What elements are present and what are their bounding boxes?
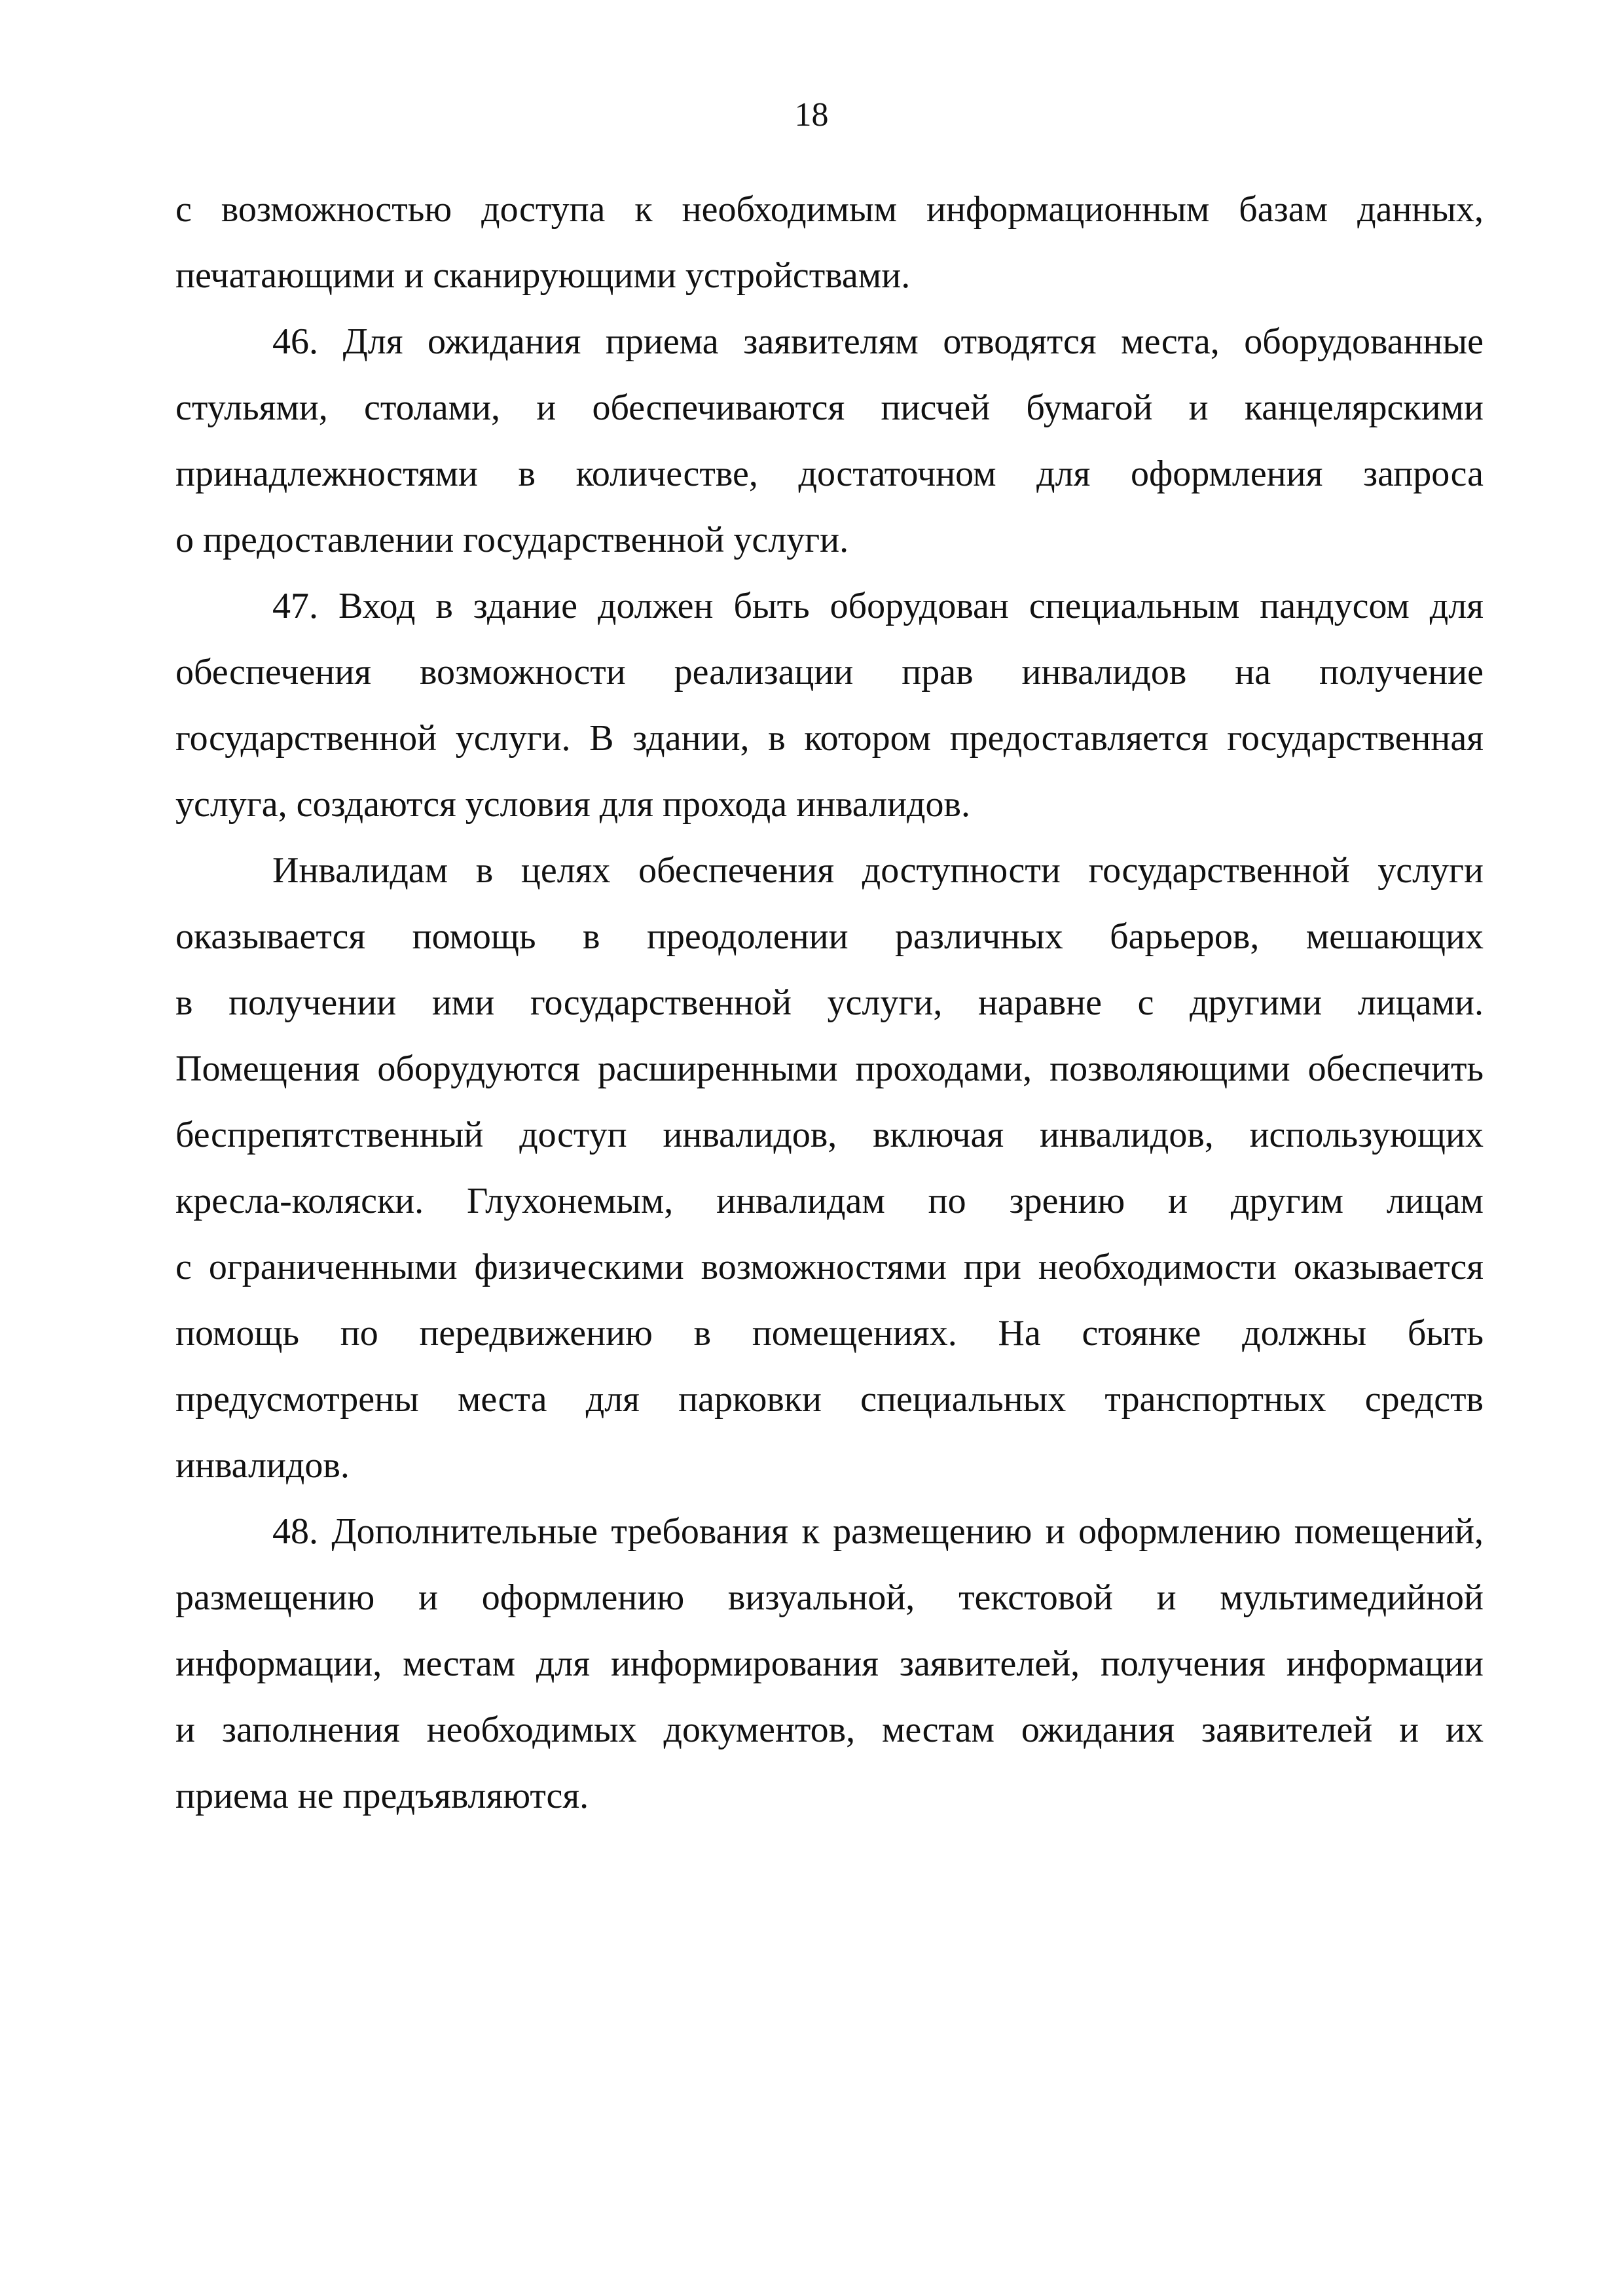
text-line: услуга, создаются условия для прохода инвалидов.	[175, 784, 970, 825]
text-line: информации, местам для информирования заявителей, получения информации	[175, 1643, 1484, 1684]
text-line: с возможностью доступа к необходимым информационным базам данных,	[175, 189, 1484, 230]
text-line: помощь по передвижению в помещениях. На стоянке должны быть	[175, 1313, 1484, 1354]
text-line: Помещения оборудуются расширенными проходами, позволяющими обеспечить	[175, 1049, 1484, 1089]
document-body	[175, 177, 1484, 1829]
text-line: приема не предъявляются.	[175, 1776, 589, 1816]
text-line: 46. Для ожидания приема заявителям отводятся места, оборудованные	[272, 321, 1484, 362]
text-line: в получении ими государственной услуги, наравне с другими лицами.	[175, 982, 1484, 1023]
text-line: беспрепятственный доступ инвалидов, включая инвалидов, использующих	[175, 1115, 1484, 1155]
text-line: печатающими и сканирующими устройствами.	[175, 255, 911, 296]
text-line: кресла-коляски. Глухонемым, инвалидам по зрению и другим лицам	[175, 1181, 1484, 1221]
text-line: Инвалидам в целях обеспечения доступности государственной услуги	[272, 850, 1484, 891]
text-line: принадлежностями в количестве, достаточном для оформления запроса	[175, 454, 1484, 494]
text-line: размещению и оформлению визуальной, текстовой и мультимедийной	[175, 1577, 1484, 1618]
text-line: стульями, столами, и обеспечиваются писчей бумагой и канцелярскими	[175, 387, 1484, 428]
text-line: государственной услуги. В здании, в котором предоставляется государственная	[175, 718, 1484, 759]
text-line: инвалидов.	[175, 1445, 350, 1486]
text-line: о предоставлении государственной услуги.	[175, 520, 849, 560]
text-line: с ограниченными физическими возможностями при необходимости оказывается	[175, 1247, 1484, 1287]
text-line: обеспечения возможности реализации прав инвалидов на получение	[175, 652, 1484, 692]
text-line: 47. Вход в здание должен быть оборудован специальным пандусом для	[272, 586, 1484, 626]
text-line: предусмотрены места для парковки специальных транспортных средств	[175, 1379, 1484, 1420]
text-line: и заполнения необходимых документов, местам ожидания заявителей и их	[175, 1710, 1484, 1750]
text-line: 48. Дополнительные требования к размещению и оформлению помещений,	[272, 1511, 1484, 1552]
text-line: оказывается помощь в преодолении различных барьеров, мешающих	[175, 916, 1484, 957]
page-number: 18	[794, 96, 829, 134]
